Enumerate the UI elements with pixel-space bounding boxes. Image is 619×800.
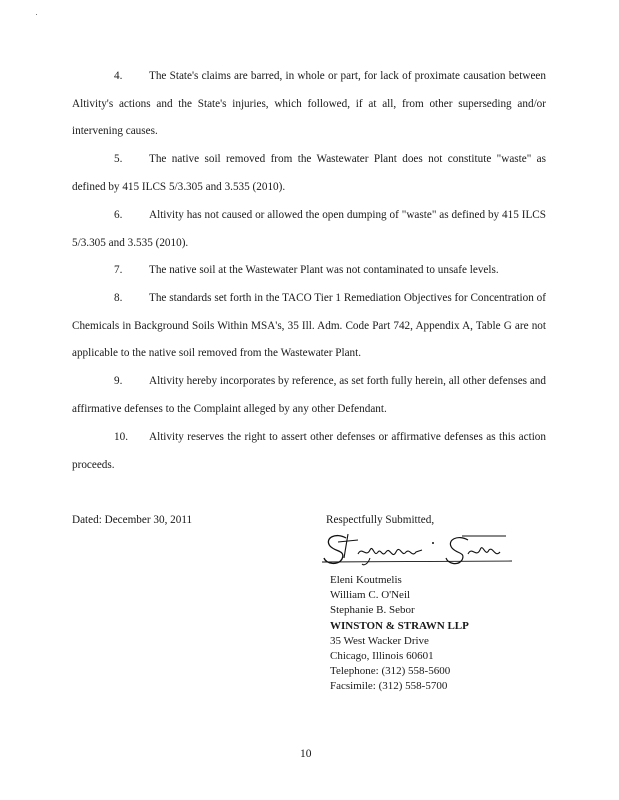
paragraph-number: 8. bbox=[114, 292, 123, 304]
paragraph-6 bbox=[72, 202, 546, 257]
address-line: 35 West Wacker Drive bbox=[330, 634, 429, 647]
paragraph-number: 10. bbox=[114, 431, 128, 443]
paragraph-text: The native soil at the Wastewater Plant was not contaminated to unsafe levels. bbox=[149, 264, 499, 276]
paragraph-9 bbox=[72, 368, 546, 423]
date-line: Dated: December 30, 2011 bbox=[72, 514, 193, 526]
attorney-name: Stephanie B. Sebor bbox=[330, 604, 415, 617]
attorney-name: Eleni Koutmelis bbox=[330, 574, 402, 586]
signature-block bbox=[330, 573, 469, 695]
paragraph-text: Altivity reserves the right to assert other defenses or affirmative defenses as this action proceeds. bbox=[72, 431, 546, 471]
address-line: Chicago, Illinois 60601 bbox=[330, 650, 434, 663]
paragraph-number: 5. bbox=[114, 153, 123, 165]
paragraph-text: Altivity hereby incorporates by reference, as set forth fully herein, all other defenses and affirmative defenses to the Complaint alleged by any other Defendant. bbox=[72, 375, 546, 415]
page-number: 10 bbox=[300, 748, 312, 760]
attorney-name: William C. O'Neil bbox=[330, 589, 411, 602]
facsimile-line: Facsimile: (312) 558-5700 bbox=[330, 680, 448, 693]
paragraph-text: Altivity has not caused or allowed the open dumping of "waste" as defined by 415 ILCS 5/3.305 and 3.535 (2010). bbox=[72, 209, 546, 249]
paragraph-text: The State's claims are barred, in whole or part, for lack of proximate causation between Altivity's actions and the State's injuries, which followed, if at all, from other superseding and/or intervening causes. bbox=[72, 70, 546, 137]
paragraph-8 bbox=[72, 285, 546, 368]
paragraph-4 bbox=[72, 63, 546, 146]
paragraph-5 bbox=[72, 146, 546, 201]
paragraph-number: 9. bbox=[114, 375, 123, 387]
paragraph-text: The native soil removed from the Wastewater Plant does not constitute "waste" as defined by 415 ILCS 5/3.305 and 3.535 (2010). bbox=[72, 153, 546, 193]
paragraph-number: 6. bbox=[114, 209, 123, 221]
paragraph-7 bbox=[72, 257, 546, 285]
handwritten-signature bbox=[318, 528, 514, 568]
paragraph-number: 4. bbox=[114, 70, 123, 82]
paragraph-number: 7. bbox=[114, 264, 123, 276]
telephone-line: Telephone: (312) 558-5600 bbox=[330, 665, 451, 678]
paragraph-text: The standards set forth in the TACO Tier 1 Remediation Objectives for Concentration of Chemicals in Background Soils Within MSA's, 35 Ill. Adm. Code Part 742, Appendix A, Table G are not applicable to the native soil removed from the Wastewater Plant. bbox=[72, 292, 546, 359]
scan-speck bbox=[36, 14, 37, 15]
closing-line: Respectfully Submitted, bbox=[326, 514, 435, 526]
firm-name: WINSTON & STRAWN LLP bbox=[330, 619, 469, 632]
paragraph-10 bbox=[72, 424, 546, 479]
